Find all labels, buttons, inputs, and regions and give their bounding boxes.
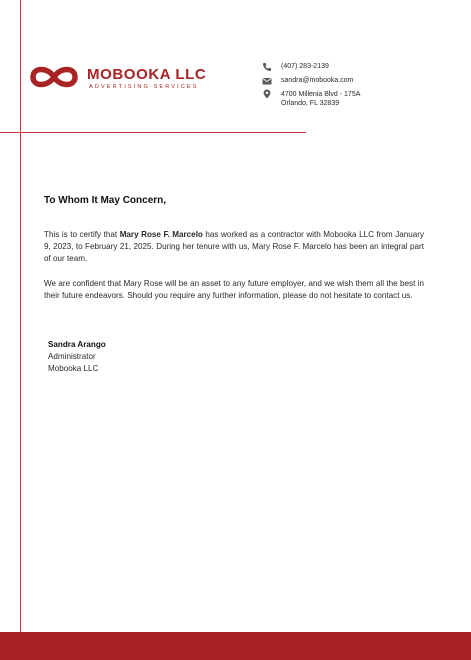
p1-text-before: This is to certify that (44, 230, 120, 239)
company-logo (28, 61, 213, 95)
footer-bar (0, 632, 471, 660)
location-pin-icon (262, 89, 272, 99)
company-name: MOBOOKA LLC (87, 66, 207, 83)
mail-icon (262, 76, 272, 86)
phone-icon (262, 62, 272, 72)
p1-text-after: has worked as a contractor with Mobooka LLC from January 9, 2023, to February 21, 2025. During her tenure with us, Mary Rose F. Marcelo has been an integral part of our team. (44, 230, 424, 263)
signatory-title: Administrator (48, 352, 96, 361)
contact-address-line1: 4700 Millenia Blvd - 175A (281, 91, 361, 98)
header-divider-line (0, 132, 306, 133)
paragraph-closing: We are confident that Mary Rose will be an asset to any future employer, and we wish them all the best in their future endeavors. Should you require any further information, please do not hesitate to contact us. (44, 279, 424, 300)
contact-phone[interactable]: (407) 283-2139 (281, 63, 329, 70)
contact-address-line2: Orlando, FL 32839 (281, 100, 340, 107)
paragraph-certification (44, 229, 424, 264)
infinity-logo-icon (28, 61, 80, 93)
salutation: To Whom It May Concern, (44, 195, 167, 206)
employee-name: Mary Rose F. Marcelo (119, 230, 203, 239)
company-tagline: ADVERTISING SERVICES (89, 84, 199, 90)
signatory-name: Sandra Arango (48, 340, 106, 349)
signature-block (48, 339, 106, 375)
margin-line-vertical (20, 0, 21, 632)
contact-email[interactable]: sandra@mobooka.com (281, 77, 354, 84)
signatory-company: Mobooka LLC (48, 364, 99, 373)
